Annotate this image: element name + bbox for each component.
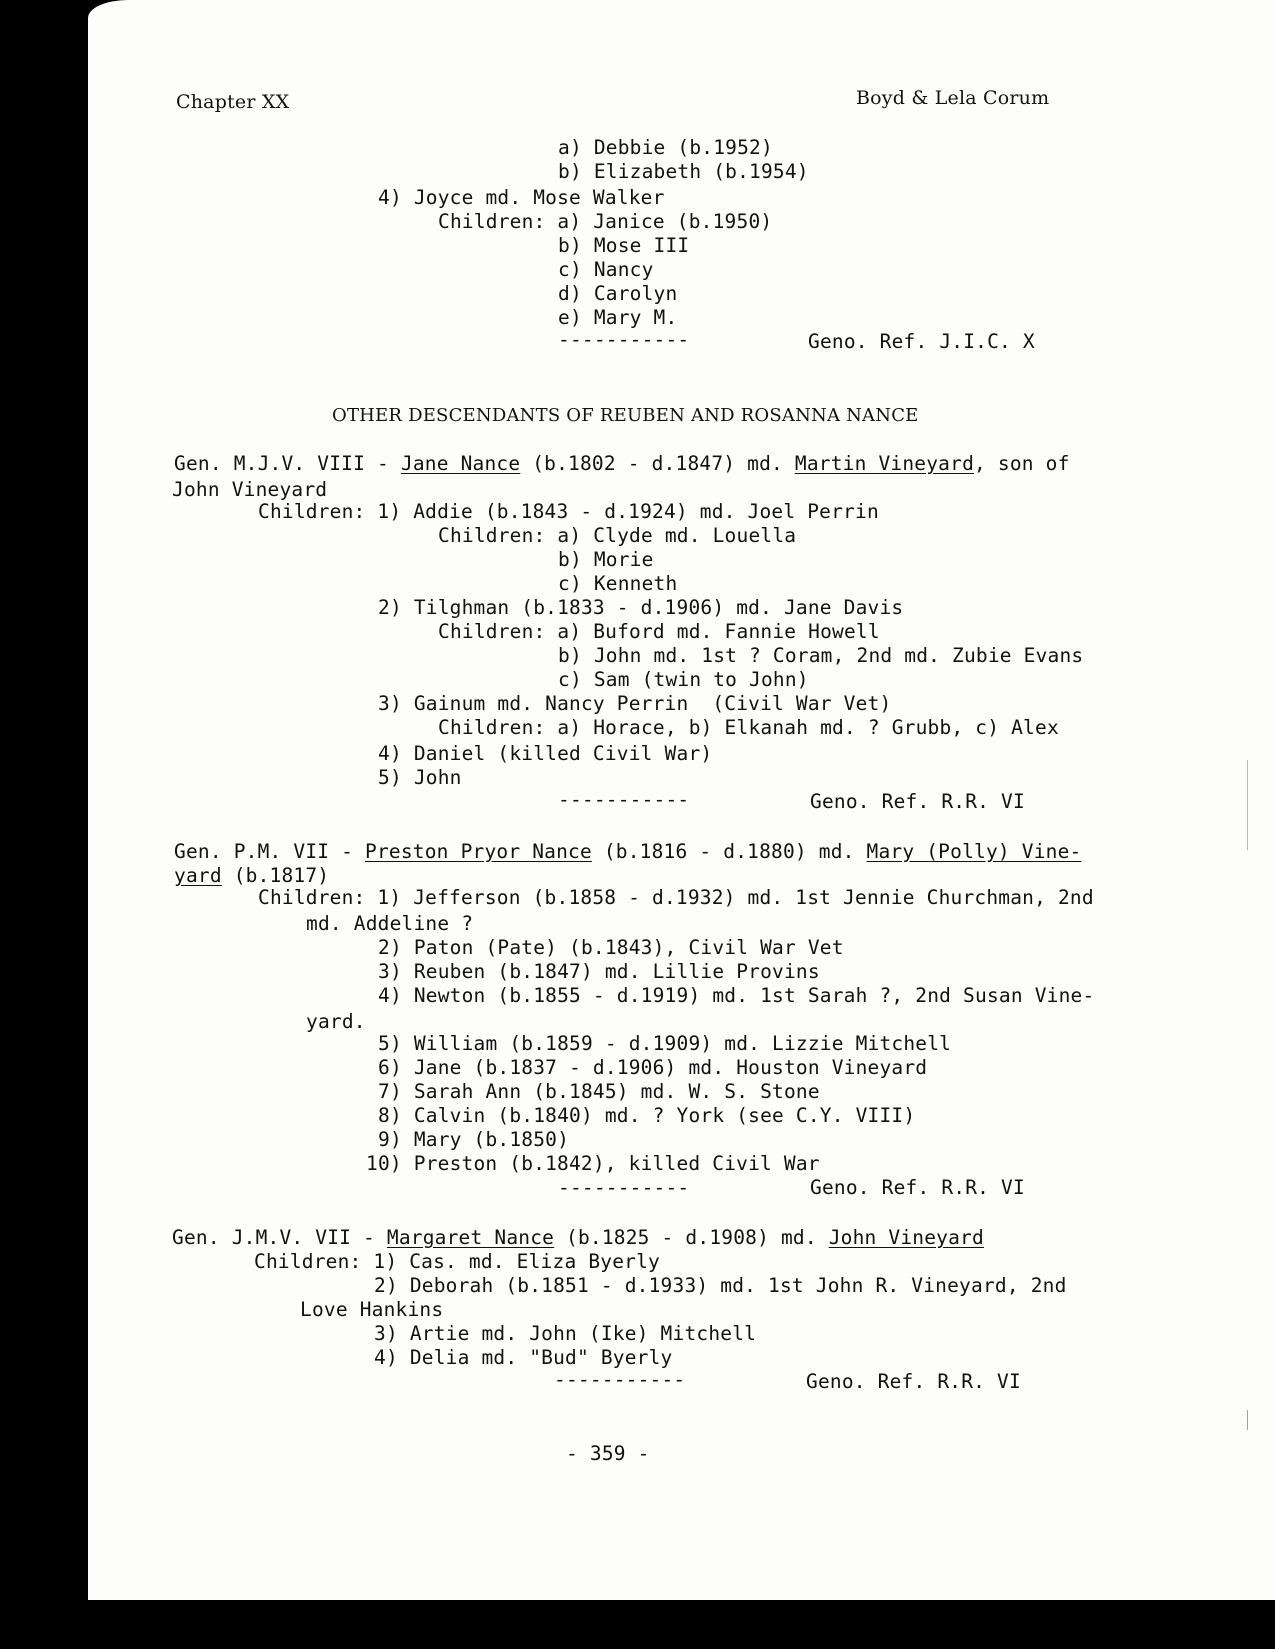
text-line: b) John md. 1st ? Coram, 2nd md. Zubie Evans (558, 644, 1084, 667)
generation-heading: Gen. P.M. VII - Preston Pryor Nance (b.1816 - d.1880) md. Mary (Polly) Vine- (174, 840, 1082, 863)
text-line: 4) Daniel (killed Civil War) (378, 742, 713, 765)
text-line: 3) Artie md. John (Ike) Mitchell (374, 1322, 757, 1345)
text-line: b) Morie (558, 548, 654, 571)
author-header: Boyd & Lela Corum (856, 87, 1050, 109)
text-line: John Vineyard (172, 478, 328, 501)
spouse-name: Mary (Polly) Vine- (866, 840, 1082, 863)
text-line: Children: a) Clyde md. Louella (438, 524, 797, 547)
text-line: Children: 1) Addie (b.1843 - d.1924) md. Joel Perrin (258, 500, 879, 523)
scan-left-edge (0, 0, 100, 1649)
text-line: d) Carolyn (558, 282, 678, 305)
text-line: c) Sam (twin to John) (558, 668, 809, 691)
text-line: Love Hankins (300, 1298, 444, 1321)
scan-mark (1247, 760, 1248, 850)
text-line: 3) Gainum md. Nancy Perrin (Civil War Vet) (378, 692, 892, 715)
geno-reference: Geno. Ref. R.R. VI (806, 1370, 1021, 1393)
text-line: e) Mary M. (558, 306, 678, 329)
text-line: Children: 1) Cas. md. Eliza Byerly (254, 1250, 660, 1273)
text-line: md. Addeline ? (306, 912, 474, 935)
text-line: 5) William (b.1859 - d.1909) md. Lizzie Mitchell (378, 1032, 952, 1055)
text-line: yard (b.1817) (174, 864, 330, 887)
text-line: Children: 1) Jefferson (b.1858 - d.1932) md. 1st Jennie Churchman, 2nd (258, 886, 1094, 909)
text-line: Children: a) Horace, b) Elkanah md. ? Grubb, c) Alex (438, 716, 1059, 739)
text-line: 9) Mary (b.1850) (378, 1128, 570, 1151)
text-line: b) Mose III (558, 234, 690, 257)
person-name: Jane Nance (400, 452, 521, 475)
text-line: c) Kenneth (558, 572, 678, 595)
text-line: 2) Deborah (b.1851 - d.1933) md. 1st John R. Vineyard, 2nd (374, 1274, 1067, 1297)
text-line: Children: a) Buford md. Fannie Howell (438, 620, 880, 643)
text-line: 8) Calvin (b.1840) md. ? York (see C.Y. VIII) (378, 1104, 916, 1127)
generation-heading: Gen. M.J.V. VIII - Jane Nance (b.1802 - d.1847) md. Martin Vineyard, son of (174, 452, 1070, 475)
person-name: Preston Pryor Nance (365, 840, 592, 863)
separator: ----------- (554, 1368, 686, 1391)
geno-reference: Geno. Ref. J.I.C. X (808, 330, 1035, 353)
text-line: c) Nancy (558, 258, 654, 281)
text-line: 7) Sarah Ann (b.1845) md. W. S. Stone (378, 1080, 820, 1103)
separator: ----------- (558, 328, 690, 351)
text-line: 2) Tilghman (b.1833 - d.1906) md. Jane Davis (378, 596, 904, 619)
chapter-header: Chapter XX (176, 91, 290, 113)
section-title: OTHER DESCENDANTS OF REUBEN AND ROSANNA NANCE (332, 405, 919, 426)
text-line: yard. (306, 1010, 366, 1033)
person-name: Margaret Nance (386, 1226, 555, 1249)
text-line: 4) Joyce md. Mose Walker (378, 186, 665, 209)
text-line: 3) Reuben (b.1847) md. Lillie Provins (378, 960, 820, 983)
text-line: 2) Paton (Pate) (b.1843), Civil War Vet (378, 936, 844, 959)
geno-reference: Geno. Ref. R.R. VI (810, 1176, 1025, 1199)
text-line: 4) Newton (b.1855 - d.1919) md. 1st Sarah ?, 2nd Susan Vine- (378, 984, 1095, 1007)
text-line: 5) John (378, 766, 462, 789)
text-line: a) Debbie (b.1952) (558, 136, 773, 159)
spouse-name: Martin Vineyard (794, 452, 975, 475)
text-line: 10) Preston (b.1842), killed Civil War (366, 1152, 820, 1175)
geno-reference: Geno. Ref. R.R. VI (810, 790, 1025, 813)
separator: ----------- (558, 788, 690, 811)
scan-mark (1247, 1410, 1248, 1430)
separator: ----------- (558, 1176, 690, 1199)
page-number: - 359 - (566, 1442, 650, 1465)
text-line: 6) Jane (b.1837 - d.1906) md. Houston Vineyard (378, 1056, 928, 1079)
text-line: 4) Delia md. "Bud" Byerly (374, 1346, 673, 1369)
spouse-name: John Vineyard (828, 1226, 984, 1249)
generation-heading: Gen. J.M.V. VII - Margaret Nance (b.1825 - d.1908) md. John Vineyard (172, 1226, 984, 1249)
text-line: Children: a) Janice (b.1950) (438, 210, 773, 233)
text-line: b) Elizabeth (b.1954) (558, 160, 809, 183)
